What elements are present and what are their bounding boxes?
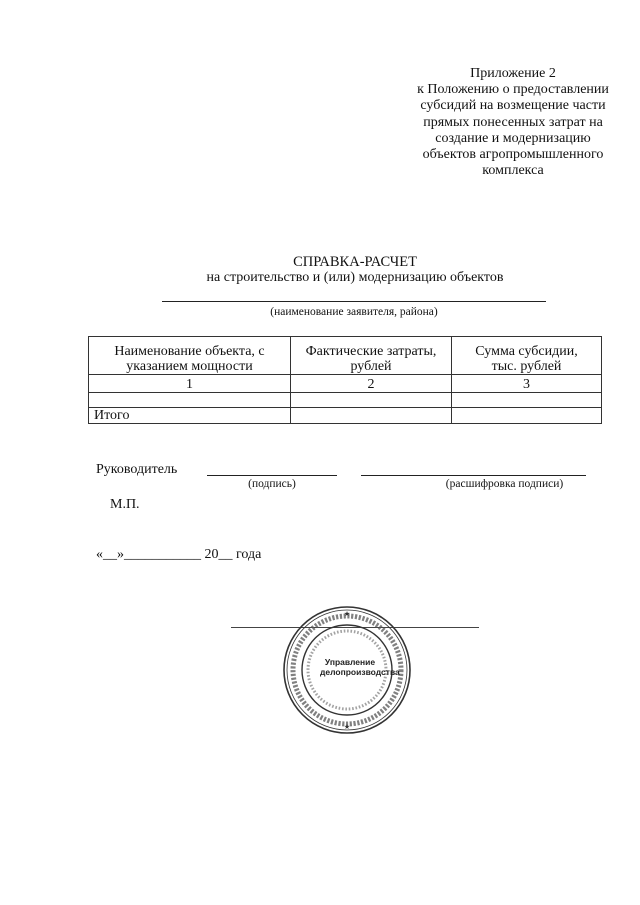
table-header-row <box>89 337 602 375</box>
table-cell <box>89 393 291 408</box>
table-row <box>89 393 602 408</box>
signature-line <box>207 475 337 476</box>
header-actual-costs: Фактические затраты, рублей <box>291 337 452 375</box>
appendix-line: субсидий на возмещение части <box>420 98 606 114</box>
stamp-center-text: Управление делопроизводства <box>320 657 400 677</box>
appendix-line: создание и модернизацию <box>435 130 591 146</box>
signature-decode-caption: (расшифровка подписи) <box>445 478 564 490</box>
table-cell <box>291 408 452 424</box>
applicant-name-caption: (наименование заявителя, района) <box>270 306 438 318</box>
appendix-line: к Положению о предоставлении <box>417 82 609 98</box>
appendix-header <box>388 66 638 179</box>
head-label: Руководитель <box>96 462 178 477</box>
calculation-table <box>88 336 602 424</box>
column-number: 2 <box>291 375 452 393</box>
table-number-row <box>89 375 602 393</box>
signature-decode-line <box>361 475 586 476</box>
header-subsidy-amount: Сумма субсидии, тыс. рублей <box>452 337 602 375</box>
appendix-line: Приложение 2 <box>470 66 556 81</box>
table-total-row <box>89 408 602 424</box>
header-object-name: Наименование объекта, с указанием мощности <box>89 337 291 375</box>
svg-text:★: ★ <box>343 610 351 618</box>
document-title: СПРАВКА-РАСЧЕТ <box>293 254 417 270</box>
applicant-name-line <box>162 301 546 302</box>
appendix-line: комплекса <box>482 163 544 179</box>
total-label: Итого <box>89 408 291 424</box>
appendix-line: прямых понесенных затрат на <box>423 114 603 130</box>
column-number: 3 <box>452 375 602 393</box>
seal-place-label: М.П. <box>110 497 140 512</box>
document-subtitle: на строительство и (или) модернизацию объектов <box>206 270 504 285</box>
table-cell <box>452 393 602 408</box>
date-line: «__»___________ 20__ года <box>96 547 262 562</box>
column-number: 1 <box>89 375 291 393</box>
appendix-line: объектов агропромышленного <box>422 147 604 163</box>
table-cell <box>452 408 602 424</box>
svg-text:★: ★ <box>343 723 351 731</box>
table-cell <box>291 393 452 408</box>
signature-caption: (подпись) <box>248 478 296 490</box>
